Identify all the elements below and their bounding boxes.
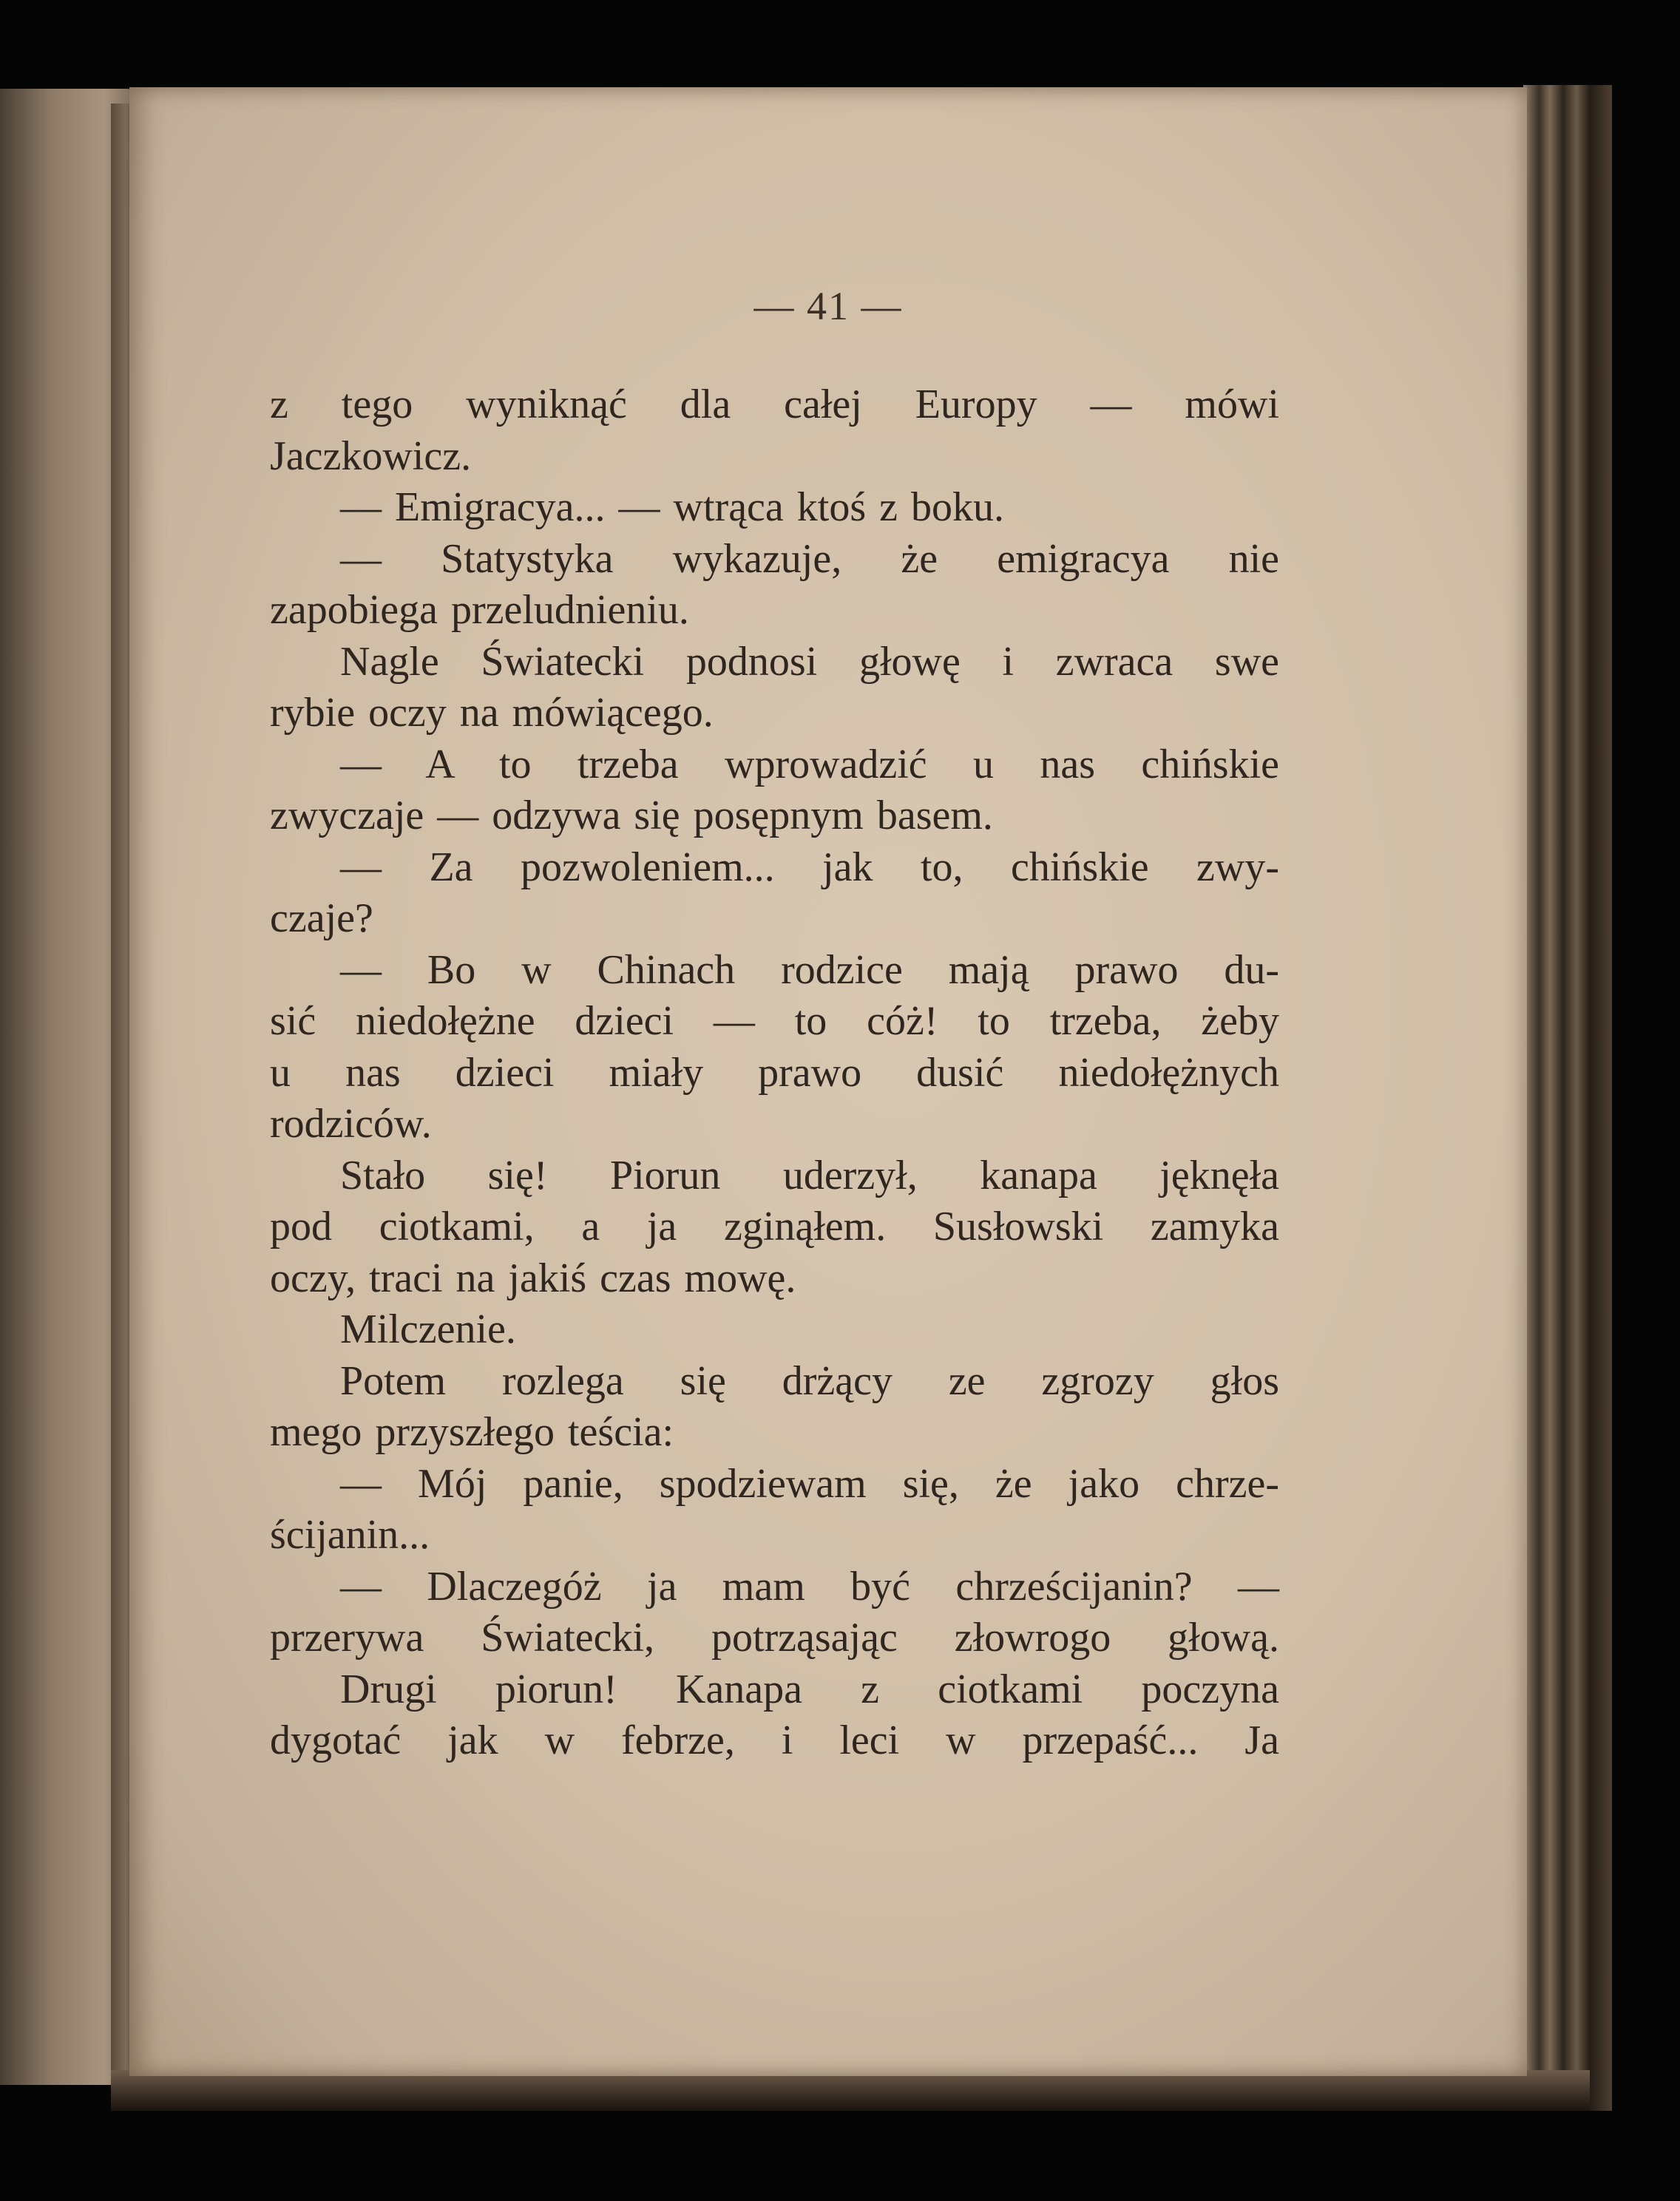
page-number: — 41 — xyxy=(753,284,903,328)
text-line: Stało się! Piorun uderzył, kanapa jęknęła xyxy=(340,1152,1279,1198)
text-line: dygotać jak w febrze, i leci w przepaść... Ja xyxy=(270,1717,1279,1763)
text-line: Drugi piorun! Kanapa z ciotkami poczyna xyxy=(340,1666,1279,1712)
text-line: — Emigracya... — wtrąca ktoś z boku. xyxy=(340,484,1004,530)
text-line: Jaczkowicz. xyxy=(270,433,472,479)
text-line: mego przyszłego teścia: xyxy=(270,1409,674,1455)
text-line: — Dlaczegóż ja mam być chrześcijanin? — xyxy=(340,1563,1279,1610)
text-line: — Za pozwoleniem... jak to, chińskie zwy- xyxy=(340,844,1279,890)
text-line: zapobiega przeludnieniu. xyxy=(270,587,689,633)
text-line: zwyczaje — odzywa się posępnym basem. xyxy=(270,793,993,838)
text-line: — Mój panie, spodziewam się, że jako chrze- xyxy=(340,1460,1279,1507)
text-line: — Bo w Chinach rodzice mają prawo du- xyxy=(340,946,1279,993)
text-line: sić niedołężne dzieci — to cóż! to trzeba, żeby xyxy=(270,998,1279,1044)
page-text xyxy=(270,379,1279,1767)
text-line: — Statystyka wykazuje, że emigracya nie xyxy=(340,535,1279,582)
text-line: z tego wyniknąć dla całej Europy — mówi xyxy=(270,381,1279,427)
text-line: pod ciotkami, a ja zginąłem. Susłowski zamyka xyxy=(270,1204,1279,1249)
text-line: — A to trzeba wprowadzić u nas chińskie xyxy=(340,741,1279,787)
text-line: u nas dzieci miały prawo dusić niedołężnych xyxy=(270,1049,1279,1096)
book-page xyxy=(129,87,1527,2076)
text-line: rybie oczy na mówiącego. xyxy=(270,690,714,736)
text-line: Potem rozlega się drżący ze zgrozy głos xyxy=(340,1357,1279,1404)
page-block-edge xyxy=(1523,85,1612,2111)
text-line: Nagle Światecki podnosi głowę i zwraca swe xyxy=(340,638,1279,685)
text-line: przerywa Światecki, potrząsając złowrogo głową. xyxy=(270,1615,1279,1661)
book-bottom-edge xyxy=(111,2070,1590,2111)
text-line: czaje? xyxy=(270,895,373,941)
text-line: rodziców. xyxy=(270,1101,432,1147)
text-line: ścijanin... xyxy=(270,1512,430,1558)
text-line: oczy, traci na jakiś czas mowę. xyxy=(270,1255,796,1301)
text-line: Milczenie. xyxy=(340,1306,516,1352)
